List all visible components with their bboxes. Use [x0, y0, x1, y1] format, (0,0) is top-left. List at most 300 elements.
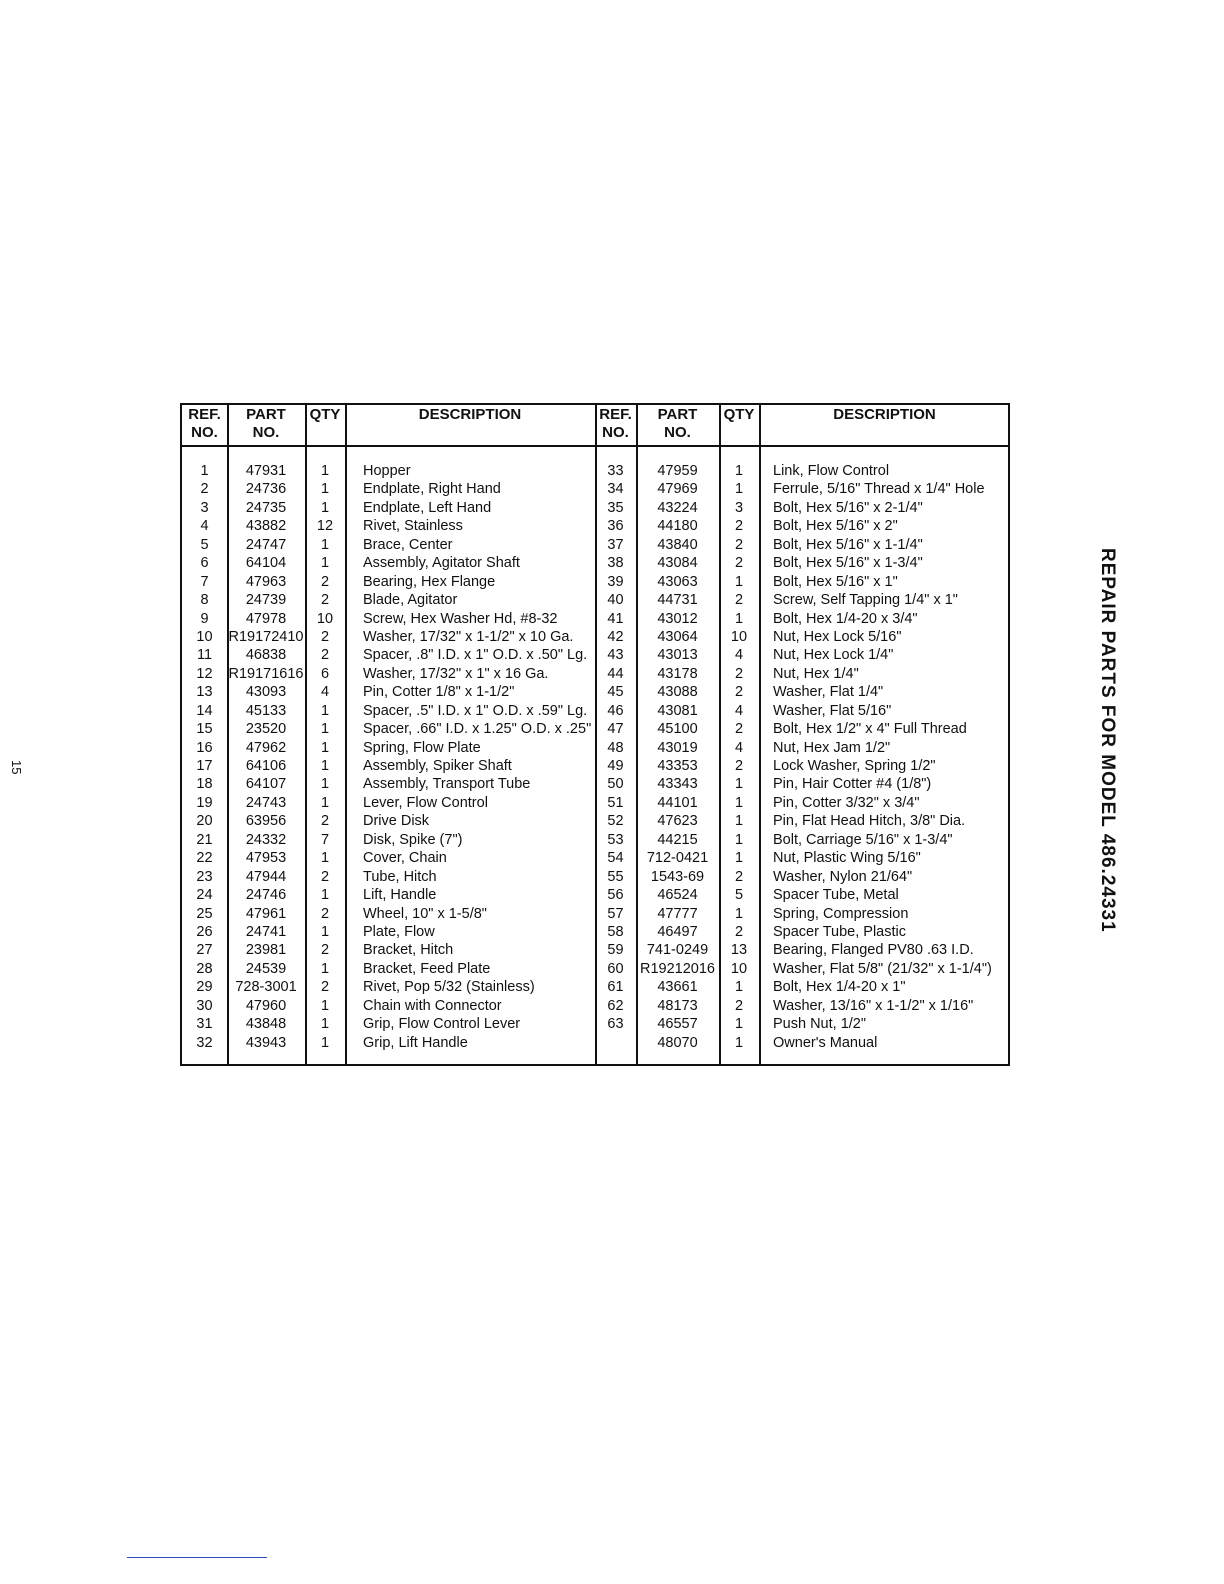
cell-qty: 1 — [320, 776, 330, 793]
cell-qty: 1 — [734, 573, 744, 590]
table-row — [595, 1015, 1010, 1033]
cell-part: 24735 — [245, 499, 287, 516]
table-row — [595, 812, 1010, 830]
cell-part: 24746 — [245, 887, 287, 904]
table-row — [595, 702, 1010, 720]
cell-part: 43088 — [657, 684, 698, 701]
cell-ref: 45 — [607, 684, 624, 701]
cell-qty: 2 — [320, 813, 330, 830]
table-row — [182, 499, 595, 517]
cell-qty: 1 — [734, 481, 744, 498]
cell-qty: 1 — [320, 721, 330, 738]
table-row — [182, 849, 595, 867]
cell-part: 43064 — [657, 628, 698, 645]
cell-part: 47960 — [245, 997, 287, 1014]
cell-desc: Hopper — [363, 463, 411, 479]
cell-ref: 58 — [607, 923, 624, 940]
cell-qty: 1 — [320, 923, 330, 940]
cell-ref: 41 — [607, 610, 624, 627]
table-row — [182, 978, 595, 996]
header-part-line2: NO. — [252, 424, 280, 441]
cell-desc: Pin, Hair Cotter #4 (1/8") — [773, 776, 932, 793]
cell-desc: Brace, Center — [363, 536, 453, 553]
cell-desc: Endplate, Left Hand — [363, 499, 492, 516]
cell-ref: 55 — [607, 868, 624, 885]
cell-ref: 17 — [196, 758, 213, 774]
cell-qty: 2 — [320, 868, 330, 885]
cell-ref: 37 — [607, 536, 624, 553]
cell-part: 43353 — [657, 758, 698, 774]
cell-part: 24747 — [245, 536, 287, 553]
right-rows — [595, 462, 1010, 1052]
cell-qty: 1 — [320, 850, 330, 867]
cell-ref: 10 — [196, 628, 213, 645]
cell-desc: Nut, Hex 1/4" — [773, 665, 859, 682]
cell-qty: 1 — [734, 905, 744, 922]
cell-qty: 2 — [320, 979, 330, 996]
header-divider — [182, 445, 1008, 447]
table-row — [182, 646, 595, 664]
table-row — [182, 960, 595, 978]
table-row — [182, 591, 595, 609]
table-row — [595, 905, 1010, 923]
table-row — [595, 573, 1010, 591]
cell-desc: Rivet, Stainless — [363, 518, 463, 535]
cell-qty: 2 — [734, 684, 744, 701]
table-row — [182, 868, 595, 886]
cell-ref: 16 — [196, 739, 213, 756]
cell-desc: Link, Flow Control — [773, 463, 890, 479]
cell-qty: 1 — [320, 1034, 330, 1051]
cell-qty: 1 — [734, 794, 744, 811]
cell-desc: Owner's Manual — [773, 1034, 878, 1051]
cell-desc: Washer, Nylon 21/64" — [773, 868, 913, 885]
cell-part: 24739 — [245, 592, 287, 609]
cell-ref: 52 — [607, 813, 624, 830]
cell-desc: Pin, Cotter 1/8" x 1-1/2" — [363, 684, 515, 701]
table-row — [595, 794, 1010, 812]
cell-qty: 10 — [730, 628, 748, 645]
cell-desc: Spacer Tube, Plastic — [773, 923, 906, 940]
header-part-line1: PART — [657, 406, 698, 423]
cell-desc: Pin, Cotter 3/32" x 3/4" — [773, 794, 920, 811]
cell-part: 24332 — [245, 831, 287, 848]
table-row — [182, 886, 595, 904]
cell-desc: Wheel, 10" x 1-5/8" — [363, 905, 487, 922]
cell-desc: Endplate, Right Hand — [363, 481, 501, 498]
cell-qty: 1 — [734, 831, 744, 848]
cell-qty: 1 — [734, 463, 744, 479]
table-row — [182, 794, 595, 812]
cell-ref: 38 — [607, 555, 624, 572]
cell-desc: Nut, Hex Jam 1/2" — [773, 739, 891, 756]
cell-part: 47623 — [657, 813, 698, 830]
cell-ref: 47 — [607, 721, 624, 738]
cell-part: 64104 — [245, 555, 287, 572]
table-row — [595, 683, 1010, 701]
cell-ref: 50 — [607, 776, 624, 793]
bottom-rule — [127, 1557, 267, 1558]
cell-qty: 2 — [320, 628, 330, 645]
cell-qty: 5 — [734, 887, 744, 904]
cell-part: 24741 — [245, 923, 287, 940]
table-row — [182, 812, 595, 830]
cell-ref: 20 — [196, 813, 213, 830]
table-row — [595, 720, 1010, 738]
cell-ref: 34 — [607, 481, 624, 498]
cell-part: 64107 — [245, 776, 287, 793]
cell-ref: 21 — [196, 831, 213, 848]
cell-part: 23520 — [245, 721, 287, 738]
cell-desc: Pin, Flat Head Hitch, 3/8" Dia. — [773, 813, 966, 830]
cell-qty: 2 — [320, 905, 330, 922]
table-row — [595, 757, 1010, 775]
cell-part: 43084 — [657, 555, 698, 572]
cell-desc: Plate, Flow — [363, 923, 435, 940]
cell-qty: 1 — [734, 1034, 744, 1051]
cell-ref: 11 — [196, 647, 213, 664]
cell-qty: 4 — [320, 684, 330, 701]
table-row — [182, 536, 595, 554]
cell-part: 44101 — [657, 794, 698, 811]
cell-ref: 24 — [196, 887, 213, 904]
table-row — [595, 646, 1010, 664]
cell-ref: 8 — [200, 592, 209, 609]
cell-ref: 62 — [607, 997, 624, 1014]
cell-part: 46838 — [245, 647, 287, 664]
cell-qty: 6 — [320, 665, 330, 682]
cell-part: 43093 — [245, 684, 287, 701]
cell-desc: Lift, Handle — [363, 887, 437, 904]
cell-desc: Assembly, Transport Tube — [363, 776, 531, 793]
cell-ref: 56 — [607, 887, 624, 904]
cell-ref: 9 — [200, 610, 209, 627]
cell-ref: 60 — [607, 960, 624, 977]
cell-desc: Spacer, .8" I.D. x 1" O.D. x .50" Lg. — [363, 647, 588, 664]
table-row — [595, 849, 1010, 867]
cell-part: 44215 — [657, 831, 698, 848]
table-row — [182, 997, 595, 1015]
cell-desc: Bearing, Hex Flange — [363, 573, 496, 590]
cell-part: 63956 — [245, 813, 287, 830]
cell-ref: 28 — [196, 960, 213, 977]
header-part — [636, 406, 719, 442]
cell-qty: 1 — [320, 794, 330, 811]
cell-desc: Cover, Chain — [363, 850, 447, 867]
table-row — [182, 702, 595, 720]
table-row — [182, 1034, 595, 1052]
cell-qty: 4 — [734, 702, 744, 719]
cell-qty: 2 — [734, 555, 744, 572]
cell-desc: Bolt, Hex 1/4-20 x 1" — [773, 979, 906, 996]
cell-ref: 35 — [607, 499, 624, 516]
cell-desc: Bolt, Hex 5/16" x 1" — [773, 573, 898, 590]
page-number: 15 — [9, 760, 24, 775]
table-row — [182, 610, 595, 628]
cell-desc: Assembly, Spiker Shaft — [363, 758, 512, 774]
cell-desc: Washer, Flat 1/4" — [773, 684, 884, 701]
cell-desc: Spring, Flow Plate — [363, 739, 481, 756]
cell-qty: 1 — [734, 1016, 744, 1033]
cell-ref: 27 — [196, 942, 213, 959]
table-row — [595, 480, 1010, 498]
cell-desc: Bracket, Hitch — [363, 942, 454, 959]
cell-desc: Washer, Flat 5/16" — [773, 702, 892, 719]
table-row — [595, 665, 1010, 683]
cell-qty: 1 — [320, 499, 330, 516]
table-row — [595, 941, 1010, 959]
cell-qty: 1 — [320, 702, 330, 719]
cell-part: 48070 — [657, 1034, 698, 1051]
cell-qty: 2 — [734, 923, 744, 940]
cell-desc: Bolt, Hex 5/16" x 2-1/4" — [773, 499, 923, 516]
cell-desc: Washer, 13/16" x 1-1/2" x 1/16" — [773, 997, 974, 1014]
cell-desc: Chain with Connector — [363, 997, 502, 1014]
cell-part: 712-0421 — [646, 850, 709, 867]
table-row — [182, 720, 595, 738]
cell-part: R19171616 — [228, 665, 304, 682]
cell-part: 46497 — [657, 923, 698, 940]
cell-part: 43012 — [657, 610, 698, 627]
table-row — [595, 923, 1010, 941]
left-rows — [182, 462, 595, 1052]
table-row — [595, 610, 1010, 628]
table-row — [182, 480, 595, 498]
cell-desc: Lever, Flow Control — [363, 794, 488, 811]
table-row — [595, 775, 1010, 793]
cell-qty: 2 — [734, 758, 744, 774]
cell-desc: Bolt, Hex 5/16" x 1-1/4" — [773, 536, 923, 553]
cell-part: 47931 — [245, 463, 287, 479]
cell-desc: Disk, Spike (7") — [363, 831, 463, 848]
cell-part: 43063 — [657, 573, 698, 590]
cell-desc: Blade, Agitator — [363, 592, 458, 609]
cell-part: 1543-69 — [650, 868, 705, 885]
cell-part: 47978 — [245, 610, 287, 627]
cell-qty: 4 — [734, 647, 744, 664]
cell-qty: 1 — [734, 979, 744, 996]
cell-ref: 53 — [607, 831, 624, 848]
cell-part: 43343 — [657, 776, 698, 793]
table-row — [182, 573, 595, 591]
cell-part: R19172410 — [228, 628, 304, 645]
cell-part: 43224 — [657, 499, 698, 516]
cell-desc: Washer, 17/32" x 1-1/2" x 10 Ga. — [363, 628, 574, 645]
header-description: DESCRIPTION — [418, 406, 522, 423]
cell-qty: 2 — [734, 665, 744, 682]
cell-desc: Screw, Self Tapping 1/4" x 1" — [773, 592, 958, 609]
cell-part: 46557 — [657, 1016, 698, 1033]
cell-qty: 4 — [734, 739, 744, 756]
header-ref — [595, 406, 636, 442]
cell-qty: 1 — [320, 481, 330, 498]
header-description: DESCRIPTION — [833, 406, 936, 423]
cell-qty: 1 — [734, 813, 744, 830]
table-row — [182, 739, 595, 757]
cell-desc: Bolt, Hex 5/16" x 2" — [773, 518, 898, 535]
table-row — [595, 886, 1010, 904]
header-ref — [182, 406, 227, 442]
table-row — [182, 775, 595, 793]
cell-desc: Nut, Hex Lock 5/16" — [773, 628, 902, 645]
cell-qty: 1 — [320, 960, 330, 977]
cell-ref: 23 — [196, 868, 213, 885]
cell-part: 43178 — [657, 665, 698, 682]
cell-part: 47944 — [245, 868, 287, 885]
cell-qty: 10 — [730, 960, 748, 977]
cell-qty: 1 — [320, 997, 330, 1014]
cell-ref: 12 — [196, 665, 213, 682]
cell-qty: 2 — [320, 592, 330, 609]
cell-part: 23981 — [245, 942, 287, 959]
cell-ref: 30 — [196, 997, 213, 1014]
cell-ref: 42 — [607, 628, 624, 645]
cell-part: 44180 — [657, 518, 698, 535]
table-row — [182, 941, 595, 959]
cell-part: 46524 — [657, 887, 698, 904]
cell-ref: 7 — [200, 573, 209, 590]
cell-qty: 1 — [734, 610, 744, 627]
table-row — [182, 905, 595, 923]
cell-desc: Bolt, Carriage 5/16" x 1-3/4" — [773, 831, 953, 848]
cell-part: 43013 — [657, 647, 698, 664]
cell-part: 64106 — [245, 758, 287, 774]
table-row — [182, 554, 595, 572]
cell-ref: 31 — [196, 1016, 213, 1033]
cell-desc: Washer, Flat 5/8" (21/32" x 1-1/4") — [773, 960, 992, 977]
cell-qty: 2 — [734, 868, 744, 885]
cell-qty: 2 — [734, 721, 744, 738]
cell-qty: 2 — [734, 518, 744, 535]
table-row — [595, 499, 1010, 517]
cell-part: 728-3001 — [235, 979, 297, 996]
cell-part: 43661 — [657, 979, 698, 996]
cell-part: 47963 — [245, 573, 287, 590]
table-row — [595, 739, 1010, 757]
cell-ref: 40 — [607, 592, 624, 609]
cell-qty: 10 — [316, 610, 334, 627]
table-row — [595, 978, 1010, 996]
cell-part: 43848 — [245, 1016, 287, 1033]
cell-part: 45100 — [657, 721, 698, 738]
table-row — [182, 517, 595, 535]
cell-ref: 59 — [607, 942, 624, 959]
table-row — [182, 831, 595, 849]
cell-ref: 54 — [607, 850, 624, 867]
cell-ref: 48 — [607, 739, 624, 756]
table-row — [182, 462, 595, 480]
cell-ref: 1 — [200, 463, 209, 479]
cell-desc: Assembly, Agitator Shaft — [363, 555, 520, 572]
cell-part: 47777 — [657, 905, 698, 922]
cell-qty: 1 — [320, 1016, 330, 1033]
cell-part: 45133 — [245, 702, 287, 719]
cell-desc: Washer, 17/32" x 1" x 16 Ga. — [363, 665, 549, 682]
cell-qty: 7 — [320, 831, 330, 848]
cell-ref: 14 — [196, 702, 213, 719]
side-title: REPAIR PARTS FOR MODEL 486.24331 — [1097, 548, 1118, 933]
cell-ref: 22 — [196, 850, 213, 867]
table-row — [182, 628, 595, 646]
cell-desc: Spacer Tube, Metal — [773, 887, 899, 904]
header-qty: QTY — [309, 406, 341, 423]
cell-part: 741-0249 — [646, 942, 709, 959]
cell-qty: 2 — [320, 573, 330, 590]
cell-qty: 1 — [320, 739, 330, 756]
cell-ref: 5 — [200, 536, 209, 553]
cell-part: 43840 — [657, 536, 698, 553]
cell-qty: 2 — [734, 997, 744, 1014]
cell-qty: 2 — [320, 942, 330, 959]
header-qty: QTY — [723, 406, 755, 423]
table-row — [595, 554, 1010, 572]
cell-desc: Spring, Compression — [773, 905, 909, 922]
cell-part: 47962 — [245, 739, 287, 756]
cell-ref: 25 — [196, 905, 213, 922]
cell-desc: Bracket, Feed Plate — [363, 960, 491, 977]
cell-part: 24539 — [245, 960, 287, 977]
cell-ref: 19 — [196, 794, 213, 811]
cell-qty: 13 — [730, 942, 748, 959]
cell-ref: 33 — [607, 463, 624, 479]
table-row — [595, 536, 1010, 554]
cell-ref: 4 — [200, 518, 209, 535]
cell-ref: 26 — [196, 923, 213, 940]
table-row — [182, 683, 595, 701]
cell-ref: 36 — [607, 518, 624, 535]
table-row — [182, 923, 595, 941]
cell-ref: 3 — [200, 499, 209, 516]
table-row — [595, 960, 1010, 978]
cell-part: 47959 — [657, 463, 698, 479]
cell-ref: 44 — [607, 665, 624, 682]
cell-desc: Push Nut, 1/2" — [773, 1016, 867, 1033]
header-ref-line2: NO. — [191, 424, 218, 441]
table-row — [182, 665, 595, 683]
cell-part: 43882 — [245, 518, 287, 535]
header-part-line2: NO. — [664, 424, 691, 441]
cell-desc: Rivet, Pop 5/32 (Stainless) — [363, 979, 535, 996]
cell-desc: Bearing, Flanged PV80 .63 I.D. — [773, 942, 974, 959]
header-part-line1: PART — [246, 406, 286, 423]
cell-ref: 2 — [200, 481, 209, 498]
cell-part: 47969 — [657, 481, 698, 498]
cell-ref: 18 — [196, 776, 213, 793]
cell-ref: 63 — [607, 1016, 624, 1033]
cell-part: 43081 — [657, 702, 698, 719]
cell-desc: Grip, Flow Control Lever — [363, 1016, 521, 1033]
cell-qty: 2 — [734, 536, 744, 553]
cell-qty: 2 — [320, 647, 330, 664]
cell-qty: 12 — [316, 518, 334, 535]
cell-part: 48173 — [657, 997, 698, 1014]
cell-desc: Screw, Hex Washer Hd, #8-32 — [363, 610, 558, 627]
cell-ref: 46 — [607, 702, 624, 719]
parts-table — [180, 403, 1010, 1066]
table-row — [182, 1015, 595, 1033]
cell-qty: 1 — [320, 758, 330, 774]
cell-qty: 1 — [320, 887, 330, 904]
cell-part: 24743 — [245, 794, 287, 811]
cell-ref: 39 — [607, 573, 624, 590]
cell-desc: Bolt, Hex 1/4-20 x 3/4" — [773, 610, 918, 627]
table-row — [595, 591, 1010, 609]
cell-ref: 43 — [607, 647, 624, 664]
cell-qty: 1 — [320, 555, 330, 572]
cell-qty: 2 — [734, 592, 744, 609]
cell-desc: Lock Washer, Spring 1/2" — [773, 758, 936, 774]
header-ref-line2: NO. — [602, 424, 629, 441]
